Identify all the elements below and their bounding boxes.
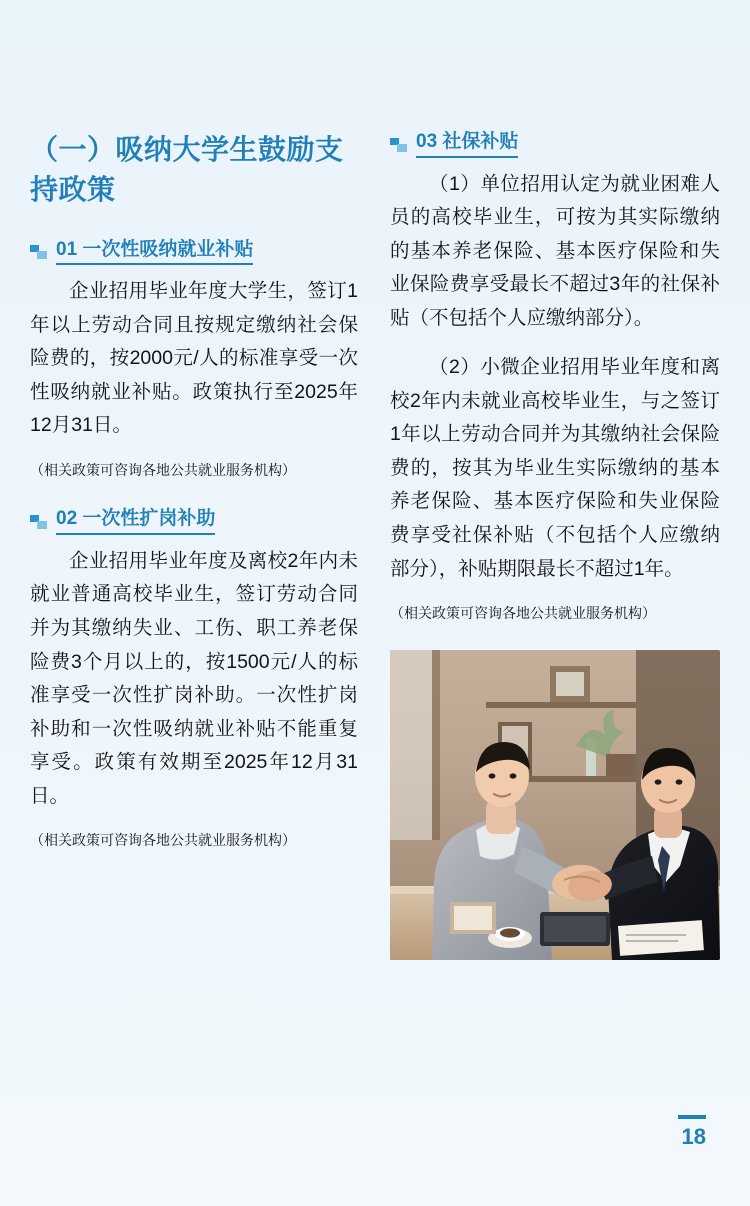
page-number-value: 18 — [681, 1124, 706, 1149]
page-number — [678, 1115, 706, 1148]
note-01: （相关政策可咨询各地公共就业服务机构） — [30, 461, 296, 478]
handshake-photo-illustration — [390, 650, 720, 960]
subsection-title-02: 02 一次性扩岗补助 — [56, 507, 215, 535]
bullet-marker-icon — [390, 135, 408, 153]
left-column — [30, 130, 358, 960]
note-03: （相关政策可咨询各地公共就业服务机构） — [390, 605, 656, 622]
paragraph-03-1: （1）单位招用认定为就业困难人员的高校毕业生，可按为其实际缴纳的基本养老保险、基本医疗保险和失业保险费享受最长不超过3年的社保补贴（不包括个人应缴纳部分）。 — [390, 172, 720, 329]
two-column-layout — [30, 130, 720, 960]
note-02: （相关政策可咨询各地公共就业服务机构） — [30, 832, 296, 849]
page-title: （一）吸纳大学生鼓励支持政策 — [30, 134, 344, 205]
subsection-title-03: 03 社保补贴 — [416, 130, 518, 158]
bullet-marker-icon — [30, 242, 48, 260]
page-number-rule — [678, 1115, 706, 1119]
bullet-marker-icon — [30, 512, 48, 530]
subsection-title-01: 01 一次性吸纳就业补贴 — [56, 238, 253, 266]
paragraph-03-2: （2）小微企业招用毕业年度和离校2年内未就业高校毕业生，与之签订1年以上劳动合同并为其缴纳社会保险费的，按其为毕业生实际缴纳的基本养老保险、基本医疗保险和失业保险费享受社保补贴（不包括个人应缴纳部分），补贴期限最长不超过1年。 — [390, 356, 720, 580]
right-column — [390, 130, 720, 960]
paragraph-01: 企业招用毕业年度大学生，签订1年以上劳动合同且按规定缴纳社会保险费的，按2000元/人的标准享受一次性吸纳就业补贴。政策执行至2025年12月31日。 — [30, 280, 358, 437]
subsection-heading-03 — [390, 130, 720, 158]
subsection-heading-02 — [30, 507, 358, 535]
paragraph-02: 企业招用毕业年度及离校2年内未就业普通高校毕业生，签订劳动合同并为其缴纳失业、工伤、职工养老保险费3个月以上的，按1500元/人的标准享受一次性扩岗补助。一次性扩岗补助和一次性吸纳就业补贴不能重复享受。政策有效期至2025年12月31日。 — [30, 549, 358, 807]
handshake-photo — [390, 650, 720, 960]
subsection-heading-01 — [30, 238, 358, 266]
